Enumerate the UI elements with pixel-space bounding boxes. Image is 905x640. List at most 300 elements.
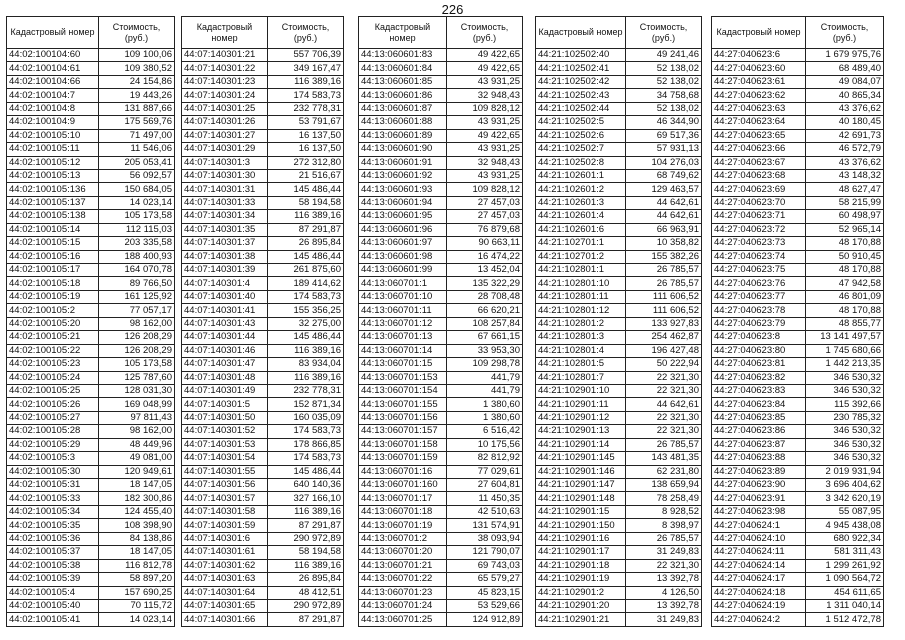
cadastral-number: 44:02:100105:23 xyxy=(7,358,99,371)
cadastral-number: 44:21:102502:6 xyxy=(536,129,626,142)
cost-value: 125 787,60 xyxy=(99,371,175,384)
table-row xyxy=(536,277,702,290)
cadastral-number: 44:13:060701:13 xyxy=(359,331,447,344)
cost-value: 58 897,20 xyxy=(99,573,175,586)
table-row xyxy=(182,492,344,505)
cadastral-number: 44:13:060701:159 xyxy=(359,452,447,465)
cadastral-number: 44:21:102502:40 xyxy=(536,49,626,62)
table-row xyxy=(7,89,175,102)
header-cadastral-number: Кадастровый номер xyxy=(359,17,447,49)
table-row xyxy=(712,49,884,62)
cost-value: 42 691,73 xyxy=(806,129,884,142)
cadastral-number: 44:02:100104:61 xyxy=(7,62,99,75)
table-row xyxy=(7,532,175,545)
table-row xyxy=(712,317,884,330)
cadastral-table xyxy=(358,16,523,627)
cost-value: 19 443,26 xyxy=(99,89,175,102)
table-row xyxy=(182,599,344,612)
table-row xyxy=(712,304,884,317)
cadastral-number: 44:02:100104:7 xyxy=(7,89,99,102)
cost-value: 232 778,31 xyxy=(268,102,344,115)
table-row xyxy=(359,156,523,169)
cadastral-number: 44:13:060601:88 xyxy=(359,116,447,129)
table-row xyxy=(712,505,884,518)
cadastral-number: 44:27:040623:78 xyxy=(712,304,806,317)
cadastral-number: 44:27:040623:91 xyxy=(712,492,806,505)
table-row xyxy=(182,411,344,424)
table-row xyxy=(359,264,523,277)
cadastral-number: 44:13:060601:89 xyxy=(359,129,447,142)
cost-value: 232 778,31 xyxy=(268,384,344,397)
cost-value: 48 170,88 xyxy=(806,237,884,250)
table-row xyxy=(536,452,702,465)
table-row xyxy=(536,358,702,371)
cost-value: 1 442 213,35 xyxy=(806,358,884,371)
table-row xyxy=(712,599,884,612)
cost-value: 76 879,68 xyxy=(447,223,523,236)
cost-value: 69 517,36 xyxy=(626,129,702,142)
table-row xyxy=(182,559,344,572)
cost-value: 349 167,47 xyxy=(268,62,344,75)
table-row xyxy=(182,264,344,277)
cost-value: 108 398,90 xyxy=(99,519,175,532)
cadastral-number: 44:21:102801:10 xyxy=(536,277,626,290)
cost-value: 28 708,48 xyxy=(447,290,523,303)
cost-value: 22 321,30 xyxy=(626,371,702,384)
cadastral-number: 44:13:060701:24 xyxy=(359,599,447,612)
cadastral-number: 44:27:040623:63 xyxy=(712,102,806,115)
cadastral-number: 44:13:060701:1 xyxy=(359,277,447,290)
cadastral-number: 44:13:060601:96 xyxy=(359,223,447,236)
cost-value: 13 452,04 xyxy=(447,264,523,277)
cost-value: 27 457,03 xyxy=(447,196,523,209)
cadastral-number: 44:02:100105:37 xyxy=(7,546,99,559)
table-row xyxy=(7,411,175,424)
cost-value: 83 934,04 xyxy=(268,358,344,371)
table-row xyxy=(712,169,884,182)
table-row xyxy=(359,425,523,438)
table-row xyxy=(359,116,523,129)
cost-value: 182 300,86 xyxy=(99,492,175,505)
cadastral-number: 44:07:140301:48 xyxy=(182,371,268,384)
cost-value: 26 785,57 xyxy=(626,532,702,545)
cost-value: 48 855,77 xyxy=(806,317,884,330)
table-row xyxy=(536,519,702,532)
cost-value: 32 948,43 xyxy=(447,156,523,169)
cost-value: 84 138,86 xyxy=(99,532,175,545)
table-row xyxy=(182,129,344,142)
table-row xyxy=(182,49,344,62)
cadastral-number: 44:27:040623:83 xyxy=(712,384,806,397)
cadastral-number: 44:21:102901:145 xyxy=(536,452,626,465)
cost-value: 1 679 975,76 xyxy=(806,49,884,62)
cost-value: 441,79 xyxy=(447,371,523,384)
cost-value: 87 291,87 xyxy=(268,613,344,626)
table-row xyxy=(182,277,344,290)
cost-value: 22 321,30 xyxy=(626,411,702,424)
cadastral-number: 44:07:140301:61 xyxy=(182,546,268,559)
cost-value: 116 389,16 xyxy=(268,75,344,88)
table-row xyxy=(712,156,884,169)
cost-value: 32 948,43 xyxy=(447,89,523,102)
cadastral-number: 44:02:100105:34 xyxy=(7,505,99,518)
table-row xyxy=(712,75,884,88)
table-row xyxy=(182,102,344,115)
table-row xyxy=(359,505,523,518)
cadastral-number: 44:21:102502:7 xyxy=(536,143,626,156)
cadastral-number: 44:07:140301:3 xyxy=(182,156,268,169)
cadastral-number: 44:07:140301:43 xyxy=(182,317,268,330)
table-row xyxy=(359,143,523,156)
cost-value: 640 140,36 xyxy=(268,479,344,492)
cadastral-number: 44:21:102901:18 xyxy=(536,559,626,572)
table-row xyxy=(712,398,884,411)
cadastral-number: 44:07:140301:22 xyxy=(182,62,268,75)
cadastral-number: 44:21:102502:5 xyxy=(536,116,626,129)
cadastral-number: 44:13:060701:15 xyxy=(359,358,447,371)
cadastral-number: 44:27:040623:69 xyxy=(712,183,806,196)
table-row xyxy=(182,479,344,492)
cadastral-number: 44:07:140301:41 xyxy=(182,304,268,317)
cost-value: 67 661,15 xyxy=(447,331,523,344)
cadastral-number: 44:21:102502:8 xyxy=(536,156,626,169)
table-row xyxy=(359,358,523,371)
cadastral-number: 44:07:140301:44 xyxy=(182,331,268,344)
cadastral-number: 44:13:060701:18 xyxy=(359,505,447,518)
cost-value: 34 758,68 xyxy=(626,89,702,102)
cost-value: 52 138,02 xyxy=(626,62,702,75)
cost-value: 157 690,25 xyxy=(99,586,175,599)
cadastral-number: 44:02:100105:16 xyxy=(7,250,99,263)
cost-value: 2 019 931,94 xyxy=(806,465,884,478)
table-row xyxy=(182,317,344,330)
cost-value: 178 866,85 xyxy=(268,438,344,451)
header-cadastral-number: Кадастровый номер xyxy=(182,17,268,49)
table-row xyxy=(7,223,175,236)
cadastral-number: 44:21:102901:19 xyxy=(536,573,626,586)
cost-value: 52 138,02 xyxy=(626,102,702,115)
cadastral-number: 44:07:140301:50 xyxy=(182,411,268,424)
cost-value: 441,79 xyxy=(447,384,523,397)
table-row xyxy=(712,613,884,626)
cadastral-number: 44:07:140301:57 xyxy=(182,492,268,505)
cost-value: 43 376,62 xyxy=(806,156,884,169)
table-row xyxy=(536,317,702,330)
cadastral-number: 44:21:102901:146 xyxy=(536,465,626,478)
cadastral-number: 44:27:040623:86 xyxy=(712,425,806,438)
cadastral-number: 44:21:102601:3 xyxy=(536,196,626,209)
cadastral-number: 44:13:060601:98 xyxy=(359,250,447,263)
cadastral-number: 44:02:100105:136 xyxy=(7,183,99,196)
cadastral-number: 44:21:102901:11 xyxy=(536,398,626,411)
cadastral-number: 44:13:060701:158 xyxy=(359,438,447,451)
table-row xyxy=(359,546,523,559)
table-row xyxy=(359,75,523,88)
cadastral-number: 44:21:102801:7 xyxy=(536,371,626,384)
table-row xyxy=(182,384,344,397)
cost-value: 290 972,89 xyxy=(268,599,344,612)
table-row xyxy=(7,505,175,518)
cost-value: 56 092,57 xyxy=(99,169,175,182)
table-row xyxy=(182,250,344,263)
cost-value: 38 093,94 xyxy=(447,532,523,545)
table-row xyxy=(182,223,344,236)
cadastral-number: 44:07:140301:65 xyxy=(182,599,268,612)
cadastral-number: 44:13:060601:97 xyxy=(359,237,447,250)
cost-value: 71 497,00 xyxy=(99,129,175,142)
cadastral-number: 44:27:040623:71 xyxy=(712,210,806,223)
table-row xyxy=(182,573,344,586)
table-row xyxy=(182,143,344,156)
cost-value: 327 166,10 xyxy=(268,492,344,505)
cost-value: 58 215,99 xyxy=(806,196,884,209)
table-row xyxy=(359,49,523,62)
header-cost: Стоимость, (руб.) xyxy=(268,17,344,49)
cadastral-number: 44:27:040623:66 xyxy=(712,143,806,156)
cadastral-number: 44:13:060601:87 xyxy=(359,102,447,115)
table-row xyxy=(536,183,702,196)
cost-value: 44 642,61 xyxy=(626,196,702,209)
table-row xyxy=(536,304,702,317)
table-row xyxy=(536,89,702,102)
cost-value: 175 569,76 xyxy=(99,116,175,129)
cadastral-number: 44:07:140301:55 xyxy=(182,465,268,478)
cost-value: 174 583,73 xyxy=(268,425,344,438)
table-row xyxy=(7,398,175,411)
cost-value: 53 791,67 xyxy=(268,116,344,129)
table-row xyxy=(359,290,523,303)
cadastral-number: 44:21:102801:3 xyxy=(536,331,626,344)
cadastral-number: 44:07:140301:21 xyxy=(182,49,268,62)
cadastral-number: 44:21:102801:2 xyxy=(536,317,626,330)
header-cost: Стоимость, (руб.) xyxy=(447,17,523,49)
cadastral-number: 44:21:102901:17 xyxy=(536,546,626,559)
table-row xyxy=(182,358,344,371)
cadastral-number: 44:13:060701:21 xyxy=(359,559,447,572)
cadastral-number: 44:02:100105:35 xyxy=(7,519,99,532)
register-column-2 xyxy=(181,16,344,627)
table-row xyxy=(182,452,344,465)
cost-value: 49 084,07 xyxy=(806,75,884,88)
cadastral-number: 44:02:100105:15 xyxy=(7,237,99,250)
table-row xyxy=(7,358,175,371)
cost-value: 1 512 472,78 xyxy=(806,613,884,626)
table-row xyxy=(7,465,175,478)
cost-value: 108 257,84 xyxy=(447,317,523,330)
cost-value: 45 823,15 xyxy=(447,586,523,599)
cadastral-number: 44:13:060701:157 xyxy=(359,425,447,438)
table-row xyxy=(7,599,175,612)
cadastral-number: 44:21:102901:147 xyxy=(536,479,626,492)
cost-value: 49 422,65 xyxy=(447,62,523,75)
cost-value: 49 081,00 xyxy=(99,452,175,465)
cost-value: 346 530,32 xyxy=(806,371,884,384)
cost-value: 26 895,84 xyxy=(268,573,344,586)
table-row xyxy=(182,156,344,169)
cadastral-number: 44:27:040623:81 xyxy=(712,358,806,371)
table-row xyxy=(359,169,523,182)
table-row xyxy=(536,384,702,397)
cost-value: 116 812,78 xyxy=(99,559,175,572)
cadastral-number: 44:02:100105:4 xyxy=(7,586,99,599)
cost-value: 70 115,72 xyxy=(99,599,175,612)
table-row xyxy=(536,492,702,505)
table-row xyxy=(536,586,702,599)
cadastral-number: 44:27:040624:10 xyxy=(712,532,806,545)
cadastral-number: 44:07:140301:53 xyxy=(182,438,268,451)
table-row xyxy=(7,492,175,505)
table-row xyxy=(712,129,884,142)
cadastral-number: 44:13:060701:19 xyxy=(359,519,447,532)
table-row xyxy=(712,344,884,357)
cost-value: 10 175,56 xyxy=(447,438,523,451)
table-row xyxy=(359,438,523,451)
table-row xyxy=(712,102,884,115)
table-row xyxy=(536,156,702,169)
cost-value: 66 963,91 xyxy=(626,223,702,236)
table-row xyxy=(536,49,702,62)
cost-value: 131 887,66 xyxy=(99,102,175,115)
cadastral-number: 44:13:060701:154 xyxy=(359,384,447,397)
cost-value: 58 194,58 xyxy=(268,196,344,209)
table-row xyxy=(712,532,884,545)
table-row xyxy=(7,371,175,384)
table-row xyxy=(359,573,523,586)
table-row xyxy=(536,411,702,424)
cost-value: 290 972,89 xyxy=(268,532,344,545)
cadastral-number: 44:27:040624:17 xyxy=(712,573,806,586)
cadastral-number: 44:07:140301:54 xyxy=(182,452,268,465)
table-row xyxy=(536,75,702,88)
cadastral-number: 44:27:040623:84 xyxy=(712,398,806,411)
table-row xyxy=(712,519,884,532)
cost-value: 1 380,60 xyxy=(447,411,523,424)
cadastral-number: 44:21:102601:1 xyxy=(536,169,626,182)
table-row xyxy=(536,438,702,451)
cost-value: 115 392,66 xyxy=(806,398,884,411)
cost-value: 121 790,07 xyxy=(447,546,523,559)
cost-value: 145 486,44 xyxy=(268,331,344,344)
table-row xyxy=(712,371,884,384)
cost-value: 111 606,52 xyxy=(626,290,702,303)
cadastral-number: 44:21:102801:4 xyxy=(536,344,626,357)
cadastral-number: 44:27:040624:19 xyxy=(712,599,806,612)
cost-value: 48 627,47 xyxy=(806,183,884,196)
cadastral-number: 44:27:040624:18 xyxy=(712,586,806,599)
cost-value: 49 422,65 xyxy=(447,129,523,142)
table-row xyxy=(7,116,175,129)
table-row xyxy=(359,129,523,142)
table-row xyxy=(536,398,702,411)
cadastral-number: 44:27:040623:61 xyxy=(712,75,806,88)
cost-value: 43 931,25 xyxy=(447,169,523,182)
cost-value: 97 811,43 xyxy=(99,411,175,424)
cadastral-number: 44:07:140301:33 xyxy=(182,196,268,209)
cost-value: 47 942,58 xyxy=(806,277,884,290)
cadastral-number: 44:07:140301:6 xyxy=(182,532,268,545)
cadastral-number: 44:13:060701:160 xyxy=(359,479,447,492)
cadastral-number: 44:21:102801:1 xyxy=(536,264,626,277)
cadastral-number: 44:02:100105:10 xyxy=(7,129,99,142)
table-row xyxy=(712,438,884,451)
cost-value: 44 642,61 xyxy=(626,398,702,411)
cadastral-number: 44:27:040623:82 xyxy=(712,371,806,384)
cadastral-number: 44:21:102601:4 xyxy=(536,210,626,223)
register-column-5 xyxy=(711,16,884,627)
cadastral-table xyxy=(6,16,175,627)
table-row xyxy=(359,384,523,397)
table-row xyxy=(7,559,175,572)
cadastral-number: 44:13:060701:156 xyxy=(359,411,447,424)
cost-value: 126 208,29 xyxy=(99,331,175,344)
table-row xyxy=(359,317,523,330)
table-row xyxy=(7,290,175,303)
cost-value: 98 162,00 xyxy=(99,425,175,438)
table-row xyxy=(712,559,884,572)
cost-value: 272 312,80 xyxy=(268,156,344,169)
cost-value: 46 801,09 xyxy=(806,290,884,303)
cadastral-number: 44:27:040623:68 xyxy=(712,169,806,182)
cost-value: 18 147,05 xyxy=(99,479,175,492)
cadastral-number: 44:21:102901:13 xyxy=(536,425,626,438)
cost-value: 138 659,94 xyxy=(626,479,702,492)
cost-value: 150 684,05 xyxy=(99,183,175,196)
cadastral-number: 44:27:040623:85 xyxy=(712,411,806,424)
cadastral-number: 44:07:140301:38 xyxy=(182,250,268,263)
cost-value: 48 412,51 xyxy=(268,586,344,599)
table-row xyxy=(7,250,175,263)
cadastral-number: 44:13:060601:93 xyxy=(359,183,447,196)
table-row xyxy=(7,277,175,290)
cadastral-number: 44:07:140301:46 xyxy=(182,344,268,357)
cadastral-number: 44:27:040623:73 xyxy=(712,237,806,250)
cadastral-number: 44:21:102901:15 xyxy=(536,505,626,518)
table-row xyxy=(182,331,344,344)
table-row xyxy=(359,411,523,424)
cost-value: 346 530,32 xyxy=(806,438,884,451)
table-row xyxy=(359,89,523,102)
table-row xyxy=(536,223,702,236)
cost-value: 143 481,35 xyxy=(626,452,702,465)
cost-value: 116 389,16 xyxy=(268,371,344,384)
cost-value: 169 048,99 xyxy=(99,398,175,411)
cost-value: 120 949,61 xyxy=(99,465,175,478)
table-row xyxy=(536,613,702,626)
cadastral-number: 44:21:102901:20 xyxy=(536,599,626,612)
header-cost: Стоимость, (руб.) xyxy=(626,17,702,49)
cadastral-number: 44:07:140301:56 xyxy=(182,479,268,492)
cost-value: 116 389,16 xyxy=(268,344,344,357)
cost-value: 196 427,48 xyxy=(626,344,702,357)
cost-value: 69 743,03 xyxy=(447,559,523,572)
table-row xyxy=(182,290,344,303)
table-row xyxy=(7,49,175,62)
table-row xyxy=(7,425,175,438)
cadastral-number: 44:21:102901:2 xyxy=(536,586,626,599)
cadastral-number: 44:02:100105:3 xyxy=(7,452,99,465)
cadastral-number: 44:02:100105:17 xyxy=(7,264,99,277)
cost-value: 13 392,78 xyxy=(626,599,702,612)
table-row xyxy=(712,452,884,465)
table-row xyxy=(712,210,884,223)
cost-value: 4 945 438,08 xyxy=(806,519,884,532)
cadastral-number: 44:07:140301:26 xyxy=(182,116,268,129)
cost-value: 174 583,73 xyxy=(268,89,344,102)
table-row xyxy=(182,546,344,559)
cadastral-number: 44:07:140301:27 xyxy=(182,129,268,142)
cost-value: 43 931,25 xyxy=(447,75,523,88)
table-row xyxy=(182,169,344,182)
